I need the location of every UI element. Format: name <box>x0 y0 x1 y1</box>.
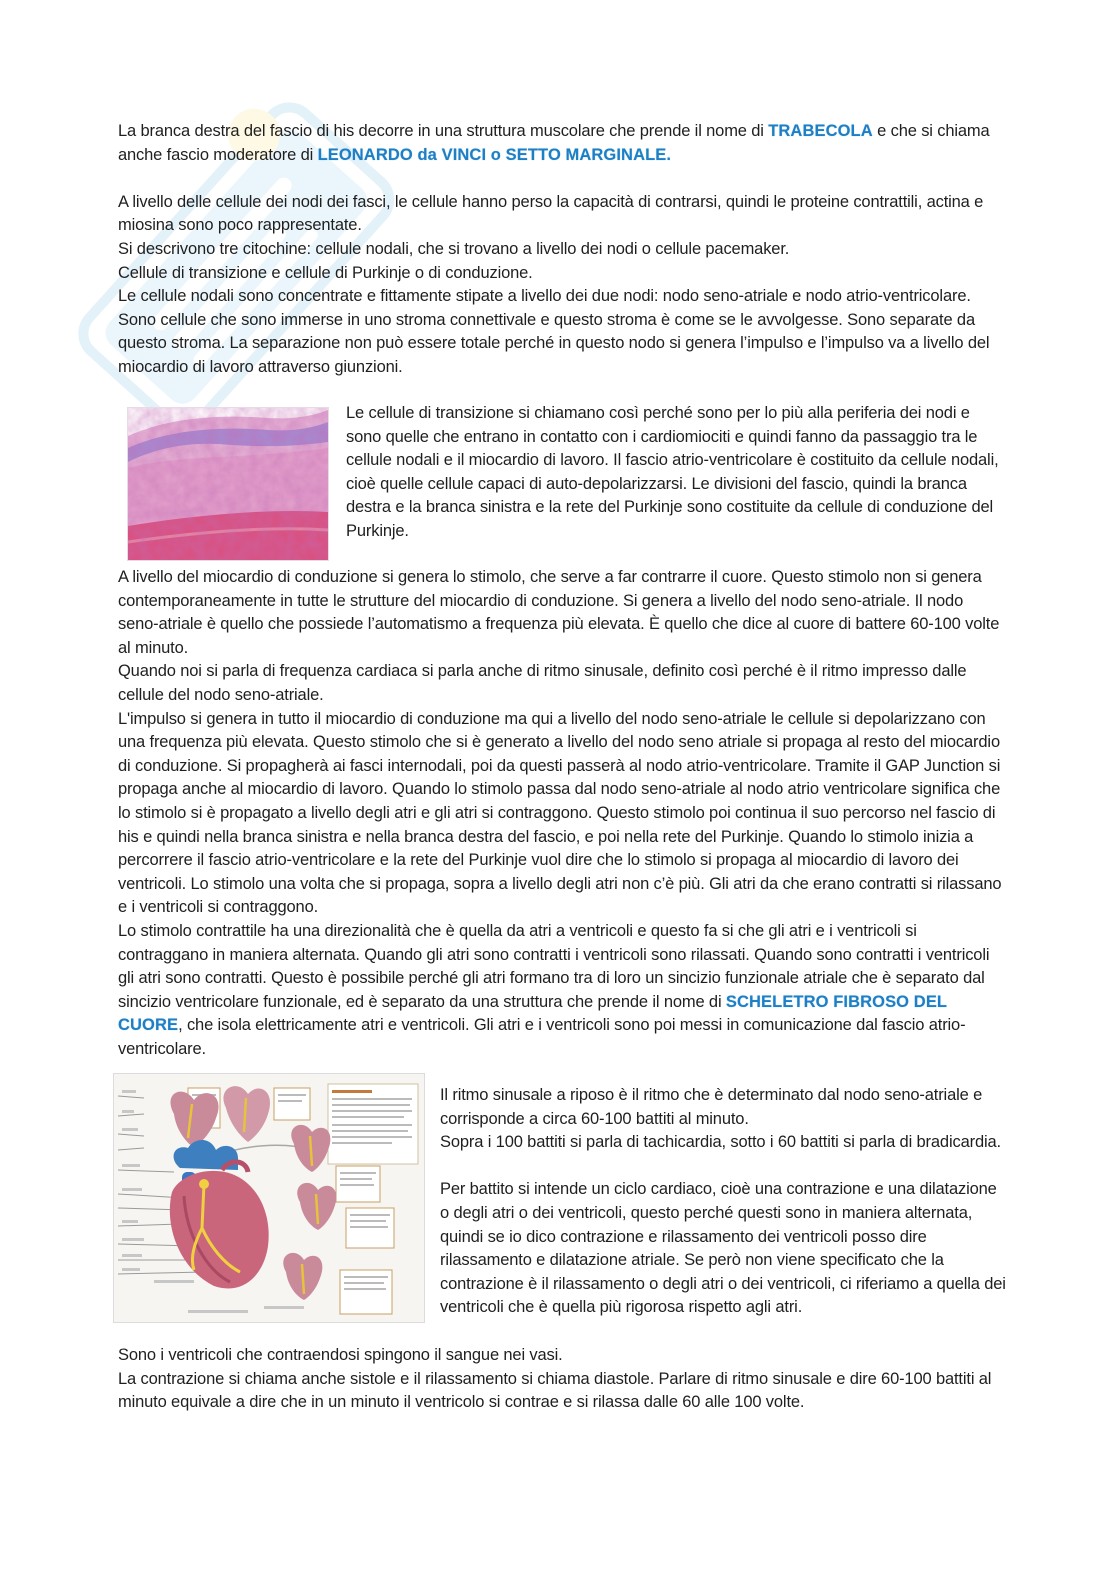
sinus-rhythm-paragraph: Quando noi si parla di frequenza cardiaca si parla anche di ritmo sinusale, definito così perché è il ritmo impresso dalle cellule del nodo seno-atriale. <box>118 662 967 704</box>
intro-section <box>118 120 1008 380</box>
conduction-section <box>118 566 1008 1061</box>
systole-diastole-paragraph: La contrazione si chiama anche sistole e il rilassamento si chiama diastole. Parlare di ritmo sinusale e dire 60-100 battiti al minuto equivale a dire che in un minuto il ventricolo si contrae e si rilassa dalle 60 alle 100 volte. <box>118 1369 992 1412</box>
skeleton-text-1: Lo stimolo contrattile ha una direzionalità che è quella da atri a ventricoli e questo fa si che gli atri e i ventricoli si contraggano in maniera alternata. Quando gli atri sono contratti i ventricoli sono rilassati. Quando sono contratti i ventricoli gli atri sono contratti. Questo è possibile perché gli atri formano tra di loro un sincizio funzionale atriale che è separato dal sincizio ventricolare funzionale, ed è separato da una struttura che prende il nome di <box>118 921 990 1011</box>
rhythm-section <box>440 1084 1010 1320</box>
transition-cells-paragraph: Le cellule di transizione si chiamano così perché sono per lo più alla periferia dei nodi e sono quelle che entrano in contatto con i cardiomiociti e quindi fanno da passaggio tra le cellule nodali e il miocardio di lavoro. Il fascio atrio-ventricolare è costituito da cellule nodali, cioè quelle cellule capaci di auto-depolarizzarsi. Le divisioni del fascio, quindi la branca destra e la branca sinistra e la rete del Purkinje sono costituite da cellule di conduzione del Purkinje. <box>346 404 999 540</box>
histology-image <box>128 408 328 560</box>
impulse-propagation-paragraph: L'impulso si genera in tutto il miocardio di conduzione ma qui a livello del nodo seno-atriale le cellule si depolarizzano con una frequenza più elevata. Questo stimolo che si è generato a livello del nodo seno atriale si propaga al resto del miocardio di conduzione. Si propagherà ai fasci internodali, poi da questi passerà al nodo atrio-ventricolare. Tramite il GAP Junction si propaga anche al miocardio di lavoro. Quando lo stimolo passa dal nodo seno-atriale al nodo atrio ventricolare significa che lo stimolo si è propagato a livello degli atri e gli atri si contraggono. Questo stimolo poi continua il suo percorso nel fascio di his e quindi nella branca sinistra e nella branca destra del fascio, e poi nella rete del Purkinje. Quando lo stimolo inizia a percorrere il fascio atrio-ventricolare e la rete del Purkinje vuol dire che lo stimolo si propaga al miocardio di lavoro dei ventricoli. Lo stimolo una volta che si propaga, sopra a livello degli atri non c’è più. Gli atri da che erano contratti si rilassano e i ventricoli si contraggono. <box>118 709 1002 917</box>
intro-text-2: e che si chiama anche fascio moderatore di <box>118 122 990 164</box>
stimulus-paragraph: A livello del miocardio di conduzione si genera lo stimolo, che serve a far contrarre il cuore. Questo stimolo non si genera contemporaneamente in tutte le strutture del miocardio di conduzione. Si genera a livello del nodo seno-atriale. Il nodo seno-atriale è quello che possiede l’automatismo a frequenza più elevata. È quello che dice al cuore di battere 60-100 volte al minuto. <box>118 568 1000 657</box>
beat-definition-paragraph: Per battito si intende un ciclo cardiaco, cioè una contrazione e una dilatazione o degli atri o dei ventricoli, questo perché questi sono in maniera alternata, quindi se io dico contrazione e rilassamento dei ventricoli posso dire rilassamento e dilatazione atriale. Se però non viene specificato che la contrazione è il rilassamento o degli atri o dei ventricoli, ci riferiamo a quella dei ventricoli che è quella più rigorosa rispetto agli atri. <box>440 1180 1006 1317</box>
transition-cells-section <box>346 402 1006 544</box>
keyword-leonardo-da-vinci: LEONARDO da VINCI o SETTO MARGINALE. <box>317 145 672 164</box>
systole-diastole-section <box>118 1344 1008 1415</box>
intro-text-1: La branca destra del fascio di his decorre in una struttura muscolare che prende il nome di <box>118 122 769 140</box>
fibrous-skeleton-paragraph <box>118 920 1008 1062</box>
nodal-stroma-paragraph: Le cellule nodali sono concentrate e fittamente stipate a livello dei due nodi: nodo seno-atriale e nodo atrio-ventricolare. Sono cellule che sono immerse in uno stroma connettivale e questo stroma è come se le avvolgesse. Sono separate da questo stroma. La separazione non può essere totale perché in questo nodo si genera l’impulso e l’impulso va a livello del miocardio di lavoro attraverso giunzioni. <box>118 287 990 376</box>
resting-rhythm-paragraph: Il ritmo sinusale a riposo è il ritmo che è determinato dal nodo seno-atriale e corrisponde a circa 60-100 battiti al minuto. <box>440 1086 983 1128</box>
nodal-cells-paragraph: A livello delle cellule dei nodi dei fasci, le cellule hanno perso la capacità di contrarsi, quindi le proteine contrattili, actina e miosina sono poco rappresentate. <box>118 192 984 235</box>
tachy-brady-paragraph: Sopra i 100 battiti si parla di tachicardia, sotto i 60 battiti si parla di bradicardia. <box>440 1133 1001 1152</box>
ventricles-push-line: Sono i ventricoli che contraendosi spingono il sangue nei vasi. <box>118 1346 563 1364</box>
trabecola-paragraph <box>118 120 1008 167</box>
keyword-scheletro-fibroso: SCHELETRO FIBROSO DEL CUORE <box>118 992 947 1035</box>
skeleton-text-2: , che isola elettricamente atri e ventricoli. Gli atri e i ventricoli sono poi messi in comunicazione dal fascio atrio-ventricolare. <box>118 1016 966 1058</box>
transition-cells-line: Cellule di transizione e cellule di Purkinje o di conduzione. <box>118 263 533 282</box>
keyword-trabecola: TRABECOLA <box>768 122 873 140</box>
cytotypes-paragraph: Si descrivono tre citochine: cellule nodali, che si trovano a livello dei nodi o cellule pacemaker. <box>118 239 790 258</box>
heart-conduction-figure <box>114 1074 424 1322</box>
